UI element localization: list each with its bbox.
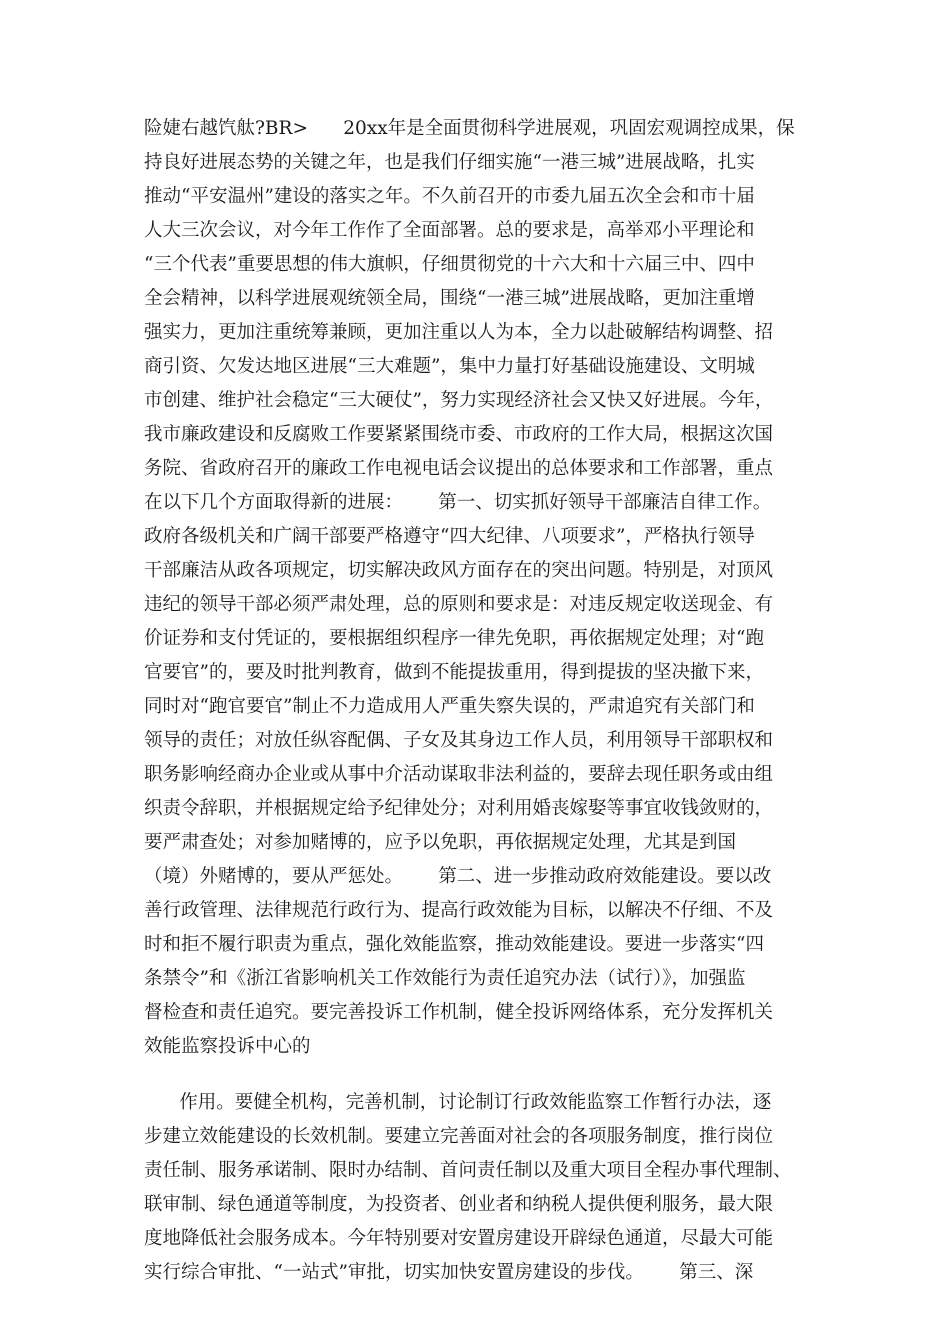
text-line: 责任制、服务承诺制、限时办结制、首问责任制以及重大项目全程办事代理制、 [144, 1160, 792, 1181]
text-line: 务院、省政府召开的廉政工作电视电话会议提出的总体要求和工作部署，重点 [144, 458, 774, 479]
text-line: 效能监察投诉中心的 [144, 1036, 311, 1057]
text-line: 领导的责任；对放任纵容配偶、子女及其身边工作人员，利用领导干部职权和 [144, 730, 774, 751]
text-line: 市创建、维护社会稳定“三大硬仗”，努力实现经济社会又快又好进展。今年， [144, 390, 774, 411]
text-line: 步建立效能建设的长效机制。要建立完善面对社会的各项服务制度，推行岗位 [144, 1126, 774, 1147]
text-line: 险婕右越饩舦?BR> 20xx年是全面贯彻科学进展观，巩固宏观调控成果，保 [144, 118, 795, 139]
text-line: 时和拒不履行职责为重点，强化效能监察，推动效能建设。要进一步落实“四 [144, 934, 764, 955]
text-line: 同时对“跑官要官”制止不力造成用人严重失察失误的，严肃追究有关部门和 [144, 696, 755, 717]
text-line: 联审制、绿色通道等制度，为投资者、创业者和纳税人提供便利服务，最大限 [144, 1194, 774, 1215]
text-line: 度地降低社会服务成本。今年特别要对安置房建设开辟绿色通道，尽最大可能 [144, 1228, 774, 1249]
text-line: 督检查和责任追究。要完善投诉工作机制，健全投诉网络体系，充分发挥机关 [144, 1002, 774, 1023]
text-line: （境）外赌博的，要从严惩处。 第二、进一步推动政府效能建设。要以改 [144, 866, 772, 887]
text-line: 推动“平安温州”建设的落实之年。不久前召开的市委九届五次全会和市十届 [144, 186, 755, 207]
text-line: 违纪的领导干部必须严肃处理，总的原则和要求是：对违反规定收送现金、有 [144, 594, 774, 615]
text-line: 政府各级机关和广阔干部要严格遵守“四大纪律、八项要求”，严格执行领导 [144, 526, 755, 547]
text-line: 干部廉洁从政各项规定，切实解决政风方面存在的突出问题。特别是，对顶风 [144, 560, 774, 581]
text-line: “三个代表”重要思想的伟大旗帜，仔细贯彻党的十六大和十六届三中、四中 [144, 254, 755, 275]
text-line: 持良好进展态势的关键之年，也是我们仔细实施“一港三城”进展战略，扎实 [144, 152, 755, 173]
text-line: 要严肃查处；对参加赌博的，应予以免职，再依据规定处理，尤其是到国 [144, 832, 737, 853]
text-line: 商引资、欠发达地区进展“三大难题”，集中力量打好基础设施建设、文明城 [144, 356, 755, 377]
text-line: 全会精神，以科学进展观统领全局，围绕“一港三城”进展战略，更加注重增 [144, 288, 755, 309]
text-line: 强实力，更加注重统筹兼顾，更加注重以人为本，全力以赴破解结构调整、招 [144, 322, 774, 343]
text-line: 职务影响经商办企业或从事中介活动谋取非法利益的，要辞去现任职务或由组 [144, 764, 774, 785]
text-line: 在以下几个方面取得新的进展： 第一、切实抓好领导干部廉洁自律工作。 [144, 492, 772, 513]
text-line: 条禁令”和《浙江省影响机关工作效能行为责任追究办法（试行）》，加强监 [144, 968, 746, 989]
text-line: 人大三次会议，对今年工作作了全面部署。总的要求是，高举邓小平理论和 [144, 220, 755, 241]
text-line: 织责令辞职，并根据规定给予纪律处分；对利用婚丧嫁娶等事宜收钱敛财的， [144, 798, 774, 819]
text-line: 官要官”的，要及时批判教育，做到不能提拔重用，得到提拔的坚决撤下来， [144, 662, 764, 683]
text-line: 实行综合审批、“一站式”审批，切实加快安置房建设的步伐。 第三、深 [144, 1262, 754, 1283]
text-line: 作用。要健全机构，完善机制，讨论制订行政效能监察工作暂行办法，逐 [144, 1092, 772, 1113]
text-line: 我市廉政建设和反腐败工作要紧紧围绕市委、市政府的工作大局，根据这次国 [144, 424, 774, 445]
text-line: 价证券和支付凭证的，要根据组织程序一律先免职，再依据规定处理；对“跑 [144, 628, 764, 649]
text-line: 善行政管理、法律规范行政行为、提高行政效能为目标，以解决不仔细、不及 [144, 900, 774, 921]
